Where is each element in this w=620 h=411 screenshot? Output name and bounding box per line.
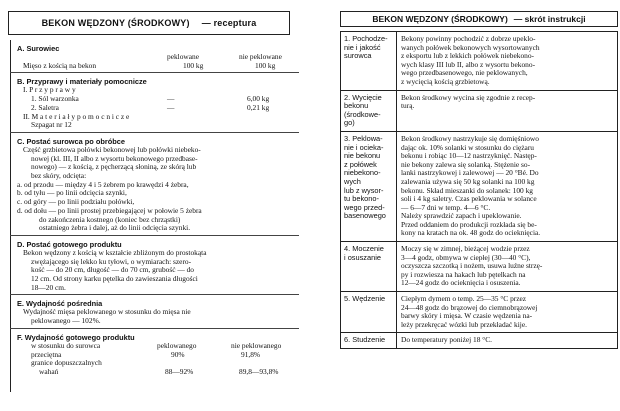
table-row (341, 32, 617, 91)
section-f-r2v1: 88—92% (165, 366, 194, 376)
section-b-title: B. Przyprawy i materiały pomocnicze (17, 77, 147, 87)
section-e (17, 299, 293, 328)
section-d (17, 240, 293, 296)
table-row (341, 132, 617, 242)
section-b-item1-label: 1. Sól warzonka (31, 94, 79, 104)
step-text: Bekony powinny pochodzić z dobrze upeklo- wanych połówek bekonowych wysortowanych z eksportu lub z lekkich połówek niebekono- wych klasy III lub II, albo z wysortu bekono- wego przedbasenowego, nie peklowanych, z wycięcią kością grzbietową. (401, 34, 540, 86)
instruction-page (326, 0, 620, 411)
section-f-title: F. Wydajność gotowego produktu (17, 332, 135, 342)
section-c-line: Część grzbietowa połówki bekonowej lub połówki niebeko- (23, 144, 201, 154)
section-e-line: peklowanego — 102%. (31, 316, 101, 326)
step-text: Bekon środkowy nastrzykuje się domięśniowo dając ok. 10% solanki w stosunku do ciężaru bekonu i robiąc 10—12 nastrzyknięć. Następ- nie bekony zalewa się solanką. Stężenie so- lanki nastrzykowej i zalewowej — 20 °Bé. Do zalewania używa się 50 kg solanki na 100 kg bekonu. Skład mieszanki do solanek: 100 kg soli i 4 kg saletry. Czas peklowania w solance — 6—7 dni w temp. 4—6 °C. Należy sprawdzić zapach i upeklowanie. Przed oddaniem do produkcji rozkłada się be- kony na kratach na ok. 48 godz do ocieknięcia. (401, 133, 541, 238)
step-label: 3. Peklowa- nie i ocieka- nie bekonu z połówek niebekono- wych lub z wysor- tu bekono- wego przed- basenowego (341, 132, 397, 241)
section-a-v2: 100 kg (255, 60, 276, 70)
section-a-col2: nie peklowane (239, 52, 282, 61)
recipe-title: BEKON WĘDZONY (ŚRODKOWY) (41, 18, 190, 28)
step-text: Do temperatury poniżej 18 °C. (401, 335, 493, 345)
section-f-col1: peklowanego (157, 340, 197, 350)
section-c-line: d. od dołu — po linii prostej przebiegającej w połowie 5 żebra (17, 205, 202, 215)
step-text: Moczy się w zimnej, bieżącej wodzie przez 3—4 godz, obmywa w ciepłej (30—40 °C), oczyszcza szczotką i nożem, usuwa luźne strzę- py i rozwiesza na hakach lub pętelkach na 12—24 godz do ocieknięcia i osuszenia. (401, 244, 543, 288)
section-divider (10, 294, 299, 295)
recipe-header (8, 11, 290, 35)
section-b-item1-val: 6,00 kg (247, 94, 270, 104)
section-f-r2a: granice dopuszczalnych (31, 358, 102, 368)
section-divider (10, 72, 299, 73)
recipe-subtitle: — receptura (201, 18, 257, 28)
section-c (17, 137, 293, 236)
section-a-row (17, 62, 293, 71)
section-c-line: c. od góry — po linii podziału połówki, (17, 197, 135, 207)
section-b (17, 77, 293, 133)
step-label: 1. Pochodze- nie i jakość surowca (341, 32, 397, 90)
section-f-r1a: w stosunku do surowca (31, 340, 101, 350)
step-label: 5. Wędzenie (341, 292, 397, 332)
table-row (341, 333, 617, 348)
section-f-r2v2: 89,8—93,8% (239, 366, 279, 376)
section-c-line: a. od przodu — między 4 i 5 żebrem po krawędzi 4 żebra, (17, 179, 189, 189)
section-f-col2: nie peklowanego (231, 340, 282, 350)
section-d-line: 18—20 cm. (31, 282, 66, 292)
section-f (17, 333, 293, 377)
section-c-line: do zakończenia kostnego (koniec bez chrząstki) (39, 214, 181, 224)
section-a-label: Mięso z kością na bekon (23, 60, 97, 70)
section-d-line: 12 cm. Od strony karku pętelka do zawieszania długości (31, 274, 198, 284)
step-label: 2. Wycięcie bekonu (środkowe- go) (341, 91, 397, 131)
section-d-title: D. Postać gotowego produktu (17, 239, 122, 249)
recipe-body (10, 40, 293, 392)
section-b-sub1: I. P r z y p r a w y (23, 85, 76, 95)
section-divider (10, 235, 299, 236)
section-c-line: nowej (kl. III, II albo z wysortu bekonowego przedbase- (31, 153, 198, 163)
instruction-title: BEKON WĘDZONY (ŚRODKOWY) (372, 14, 508, 24)
step-label: 4. Moczenie i osuszanie (341, 242, 397, 291)
section-f-r1v1: 90% (171, 349, 185, 359)
section-f-row (17, 368, 293, 377)
section-b-sub2: II. M a t e r i a ł y p o m o c n i c z e (23, 111, 130, 121)
section-d-line: kość — do 20 cm, długość — do 70 cm, grubość — do (31, 265, 194, 275)
section-a-title: A. Surowiec (17, 44, 60, 53)
section-a-col1: peklowane (167, 52, 200, 61)
step-label: 6. Studzenie (341, 333, 397, 348)
section-b-item2-dash: — (167, 102, 175, 112)
section-b-item2-label: 2. Saletra (31, 102, 59, 112)
section-divider (10, 328, 299, 329)
section-e-line: Wydajność mięsa peklowanego w stosunku do mięsa nie (23, 307, 191, 317)
step-text: Bekon środkowy wycina się zgodnie z recep- turą. (401, 92, 536, 111)
instruction-subtitle: — skrót instrukcji (513, 14, 586, 24)
section-d-line: zwężającego się lekko ku tyłowi, o wymiarach: szero- (31, 256, 192, 266)
step-text: Ciepłym dymem o temp. 25—35 °C przez 24—48 godz do brązowej do ciemnobrązowej barwy skóry i mięsa. W czasie wędzenia na- leży przekręcać wózki lub przekładać kije. (401, 294, 538, 329)
section-c-title: C. Postać surowca po obróbce (17, 136, 126, 146)
instruction-header (340, 11, 618, 27)
section-b-item2-val: 0,21 kg (247, 102, 270, 112)
section-f-r2b: wahań (39, 366, 59, 376)
section-f-r1v2: 91,8% (241, 349, 261, 359)
section-c-line: bez skóry, odcięta: (31, 171, 87, 181)
recipe-page (0, 0, 300, 411)
section-b-item1-dash: — (167, 94, 175, 104)
section-d-line: Bekon wędzony z kością w kształcie zbliżonym do prostokąta (23, 247, 207, 257)
section-c-line: nowego) — z kością, z pęcherzącą słoniną, ze skórą lub (31, 162, 197, 172)
section-a-v1: 100 kg (183, 60, 204, 70)
section-e-title: E. Wydajność pośrednia (17, 299, 103, 309)
table-row (341, 242, 617, 292)
instruction-table (340, 31, 618, 349)
table-row (341, 91, 617, 132)
section-c-line: b. od tyłu — po linii odcięcia szynki, (17, 188, 127, 198)
section-a (17, 44, 293, 73)
table-row (341, 292, 617, 333)
section-b-item3: Szpagat nr 12 (31, 120, 72, 130)
section-divider (10, 132, 299, 133)
section-c-line: ostatniego żebra i dalej, aż do linii odcięcia szynki. (39, 223, 191, 233)
section-f-r1b: przeciętna (31, 349, 62, 359)
